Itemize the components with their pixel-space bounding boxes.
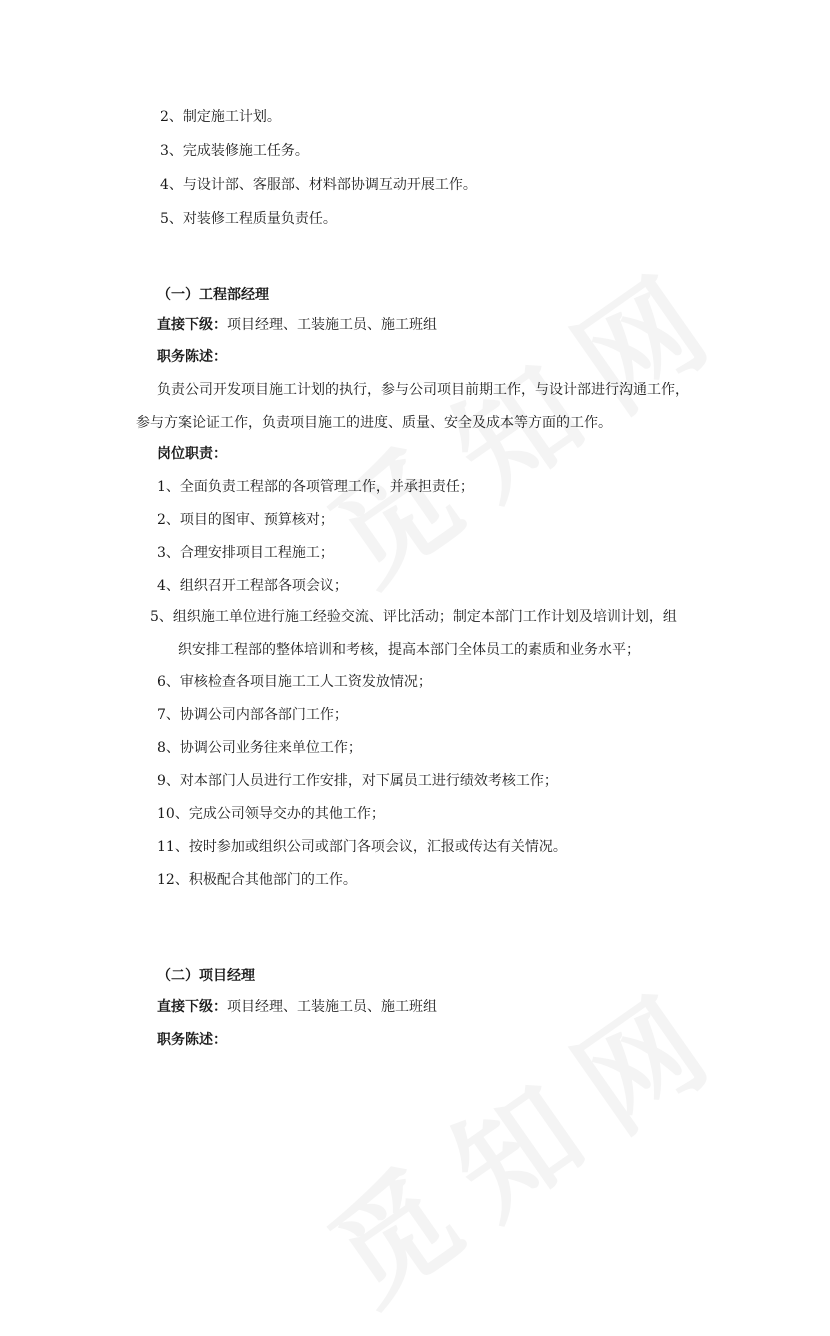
duty-item: 4、组织召开工程部各项会议；	[157, 578, 348, 594]
list-item: 4、与设计部、客服部、材料部协调互动开展工作。	[160, 177, 477, 193]
description-label: 职务陈述：	[157, 349, 227, 365]
duty-item: 8、协调公司业务往来单位工作；	[157, 740, 362, 756]
list-item: 2、制定施工计划。	[160, 109, 281, 125]
duty-item: 11、按时参加或组织公司或部门各项会议，汇报或传达有关情况。	[157, 839, 567, 855]
section-heading: （二）项目经理	[157, 968, 255, 984]
duty-item: 织安排工程部的整体培训和考核，提高本部门全体员工的素质和业务水平；	[178, 642, 640, 658]
duty-item: 6、审核检查各项目施工工人工资发放情况；	[157, 674, 432, 690]
description-text: 负责公司开发项目施工计划的执行，参与公司项目前期工作，与设计部进行沟通工作，	[157, 382, 689, 398]
subordinates-line	[157, 315, 437, 335]
description-text: 参与方案论证工作，负责项目施工的进度、质量、安全及成本等方面的工作。	[136, 415, 612, 431]
duty-item: 2、项目的图审、预算核对；	[157, 512, 334, 528]
duty-item: 5、组织施工单位进行施工经验交流、评比活动；制定本部门工作计划及培训计划，组	[150, 609, 677, 625]
duty-item: 12、积极配合其他部门的工作。	[157, 872, 357, 888]
subordinates-value: 项目经理、工装施工员、施工班组	[227, 999, 437, 1015]
subordinates-value: 项目经理、工装施工员、施工班组	[227, 317, 437, 333]
duty-item: 1、全面负责工程部的各项管理工作，并承担责任；	[157, 479, 474, 495]
subordinates-label: 直接下级：	[157, 999, 227, 1015]
duty-item: 10、完成公司领导交办的其他工作；	[157, 806, 385, 822]
subordinates-label: 直接下级：	[157, 317, 227, 333]
duty-item: 3、合理安排项目工程施工；	[157, 545, 334, 561]
section-heading: （一）工程部经理	[157, 287, 269, 303]
duty-item: 7、协调公司内部各部门工作；	[157, 707, 348, 723]
subordinates-line	[157, 997, 437, 1017]
duties-label: 岗位职责：	[157, 446, 227, 462]
list-item: 3、完成装修施工任务。	[160, 143, 309, 159]
list-item: 5、对装修工程质量负责任。	[160, 211, 337, 227]
description-label: 职务陈述：	[157, 1032, 227, 1048]
duty-item: 9、对本部门人员进行工作安排，对下属员工进行绩效考核工作；	[157, 773, 558, 789]
